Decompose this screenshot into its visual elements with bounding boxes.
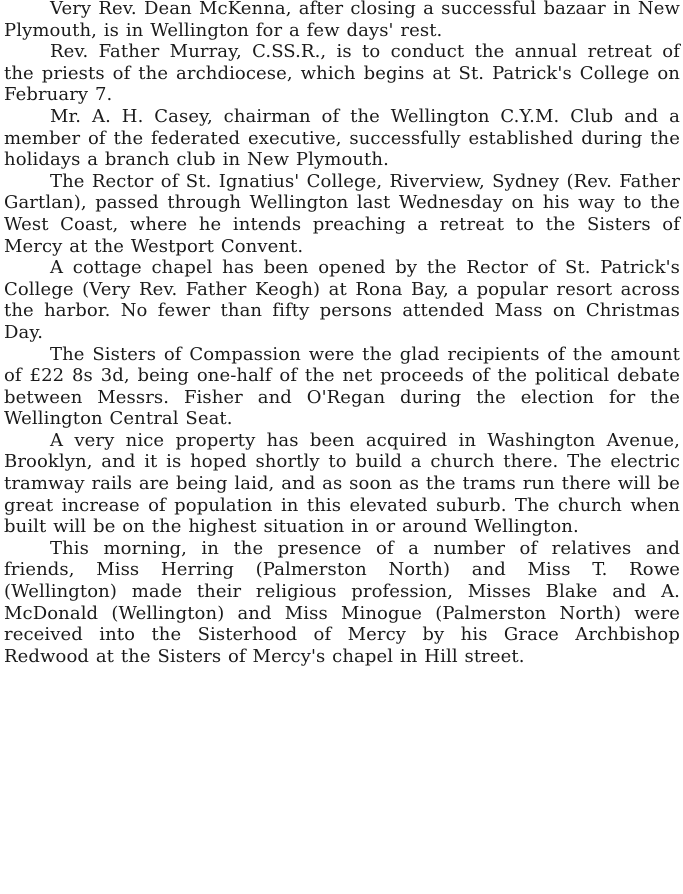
paragraph-brooklyn-property: A very nice property has been acquired in Washington Avenue, Brooklyn, and it is hoped shortly to build a church there. The electric tramway rails are being laid, and as soon as the trams run there will be great increase of population in this elevated suburb. The church when built will be on the highest situation in or around Wellington. (4, 429, 680, 538)
paragraph-profession: This morning, in the presence of a number of relatives and friends, Miss Herring (Palmerston North) and Miss T. Rowe (Wellington) made their religious profession, Misses Blake and A. McDonald (Wellington) and Miss Minogue (Palmerston North) were received into the Sisterhood of Mercy by his Grace Archbishop Redwood at the Sisters of Mercy's chapel in Hill street. (4, 537, 680, 667)
paragraph-cottage-chapel: A cottage chapel has been opened by the Rector of St. Patrick's College (Very Rev. Father Keogh) at Rona Bay, a popular resort across the harbor. No fewer than fifty persons attended Mass on Christmas Day. (4, 257, 680, 343)
paragraph-dean-mckenna: Very Rev. Dean McKenna, after closing a successful bazaar in New Plymouth, is in Wellington for a few days' rest. (4, 0, 680, 41)
paragraph-father-murray: Rev. Father Murray, C.SS.R., is to conduct the annual retreat of the priests of the archdiocese, which begins at St. Patrick's College on February 7. (4, 41, 680, 106)
paragraph-rector-riverview: The Rector of St. Ignatius' College, Riverview, Sydney (Rev. Father Gartlan), passed through Wellington last Wednesday on his way to the West Coast, where he intends preaching a retreat to the Sisters of Mercy at the Westport Convent. (4, 170, 680, 257)
paragraph-sisters-compassion: The Sisters of Compassion were the glad recipients of the amount of £22 8s 3d, being one-half of the net proceeds of the political debate between Messrs. Fisher and O'Regan during the election for the Wellington Central Seat. (4, 343, 680, 430)
paragraph-casey: Mr. A. H. Casey, chairman of the Wellington C.Y.M. Club and a member of the federated executive, successfully established during the holidays a branch club in New Plymouth. (4, 105, 680, 171)
news-column (4, 0, 680, 667)
